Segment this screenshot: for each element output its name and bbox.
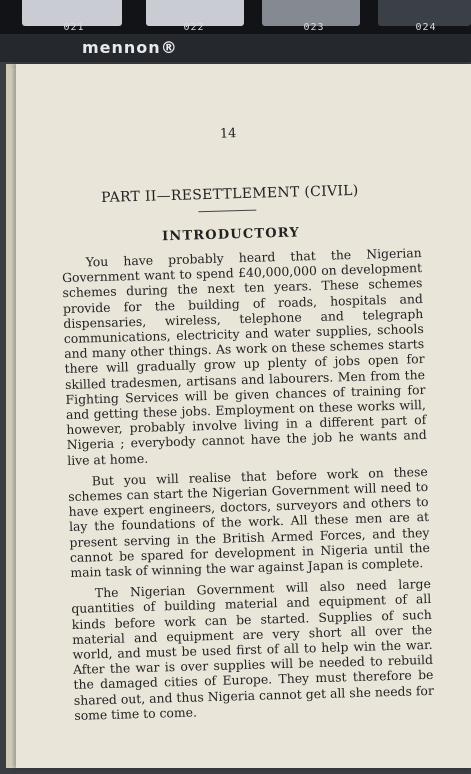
brand-logo: mennon® (82, 38, 178, 57)
paragraph: But you will realise that before work on these schemes can start the Nigerian Government will need to have expert engineers, doctors, surveyors and others to lay the foundations of the work. All these men are at present serving in the British Armed Forces, and they cannot be spared for development in Nigeria until the main task of winning the war against Japan is complete. (68, 463, 431, 581)
paragraph: You have probably heard that the Nigerian Government want to spend £40,000,000 on development schemes during the next ten years. These schemes provide for the building of roads, hospitals and dispensaries, wireless, telephone and telegraph communications, electricity and water supplies, schools and many other things. As work on these schemes starts there will gradually grow up plenty of jobs open for skilled tradesmen, artisans and labourers. Men from the Fighting Services will be given chances of training for and getting these jobs. Employment on these works will, however, probably involve living in a different part of Nigeria ; everybody cannot have the job he wants and live at home. (61, 245, 427, 468)
frame-number: 021 (63, 22, 85, 33)
document-page (16, 64, 471, 768)
film-holder-bar (0, 34, 471, 62)
frame-number: 022 (183, 22, 205, 33)
page-content (6, 58, 471, 774)
frame-number: 024 (415, 22, 437, 33)
body-text (61, 245, 434, 729)
frame-number: 023 (303, 22, 325, 33)
title-rule (198, 210, 256, 213)
section-title: INTRODUCTORY (161, 225, 301, 245)
page-number: 14 (219, 126, 237, 142)
paragraph: The Nigerian Government will also need large quantities of building material and equipment of all kinds before work can be started. Supplies of such material and equipment are very short all over the world, and must be used first of all to help win the war. After the war is over supplies will be needed to rebuild the damaged cities of Europe. They must therefore be shared out, and thus Nigeria cannot get all she needs for some time to come. (71, 576, 434, 723)
part-title: PART II—RESETTLEMENT (CIVIL) (100, 182, 359, 206)
